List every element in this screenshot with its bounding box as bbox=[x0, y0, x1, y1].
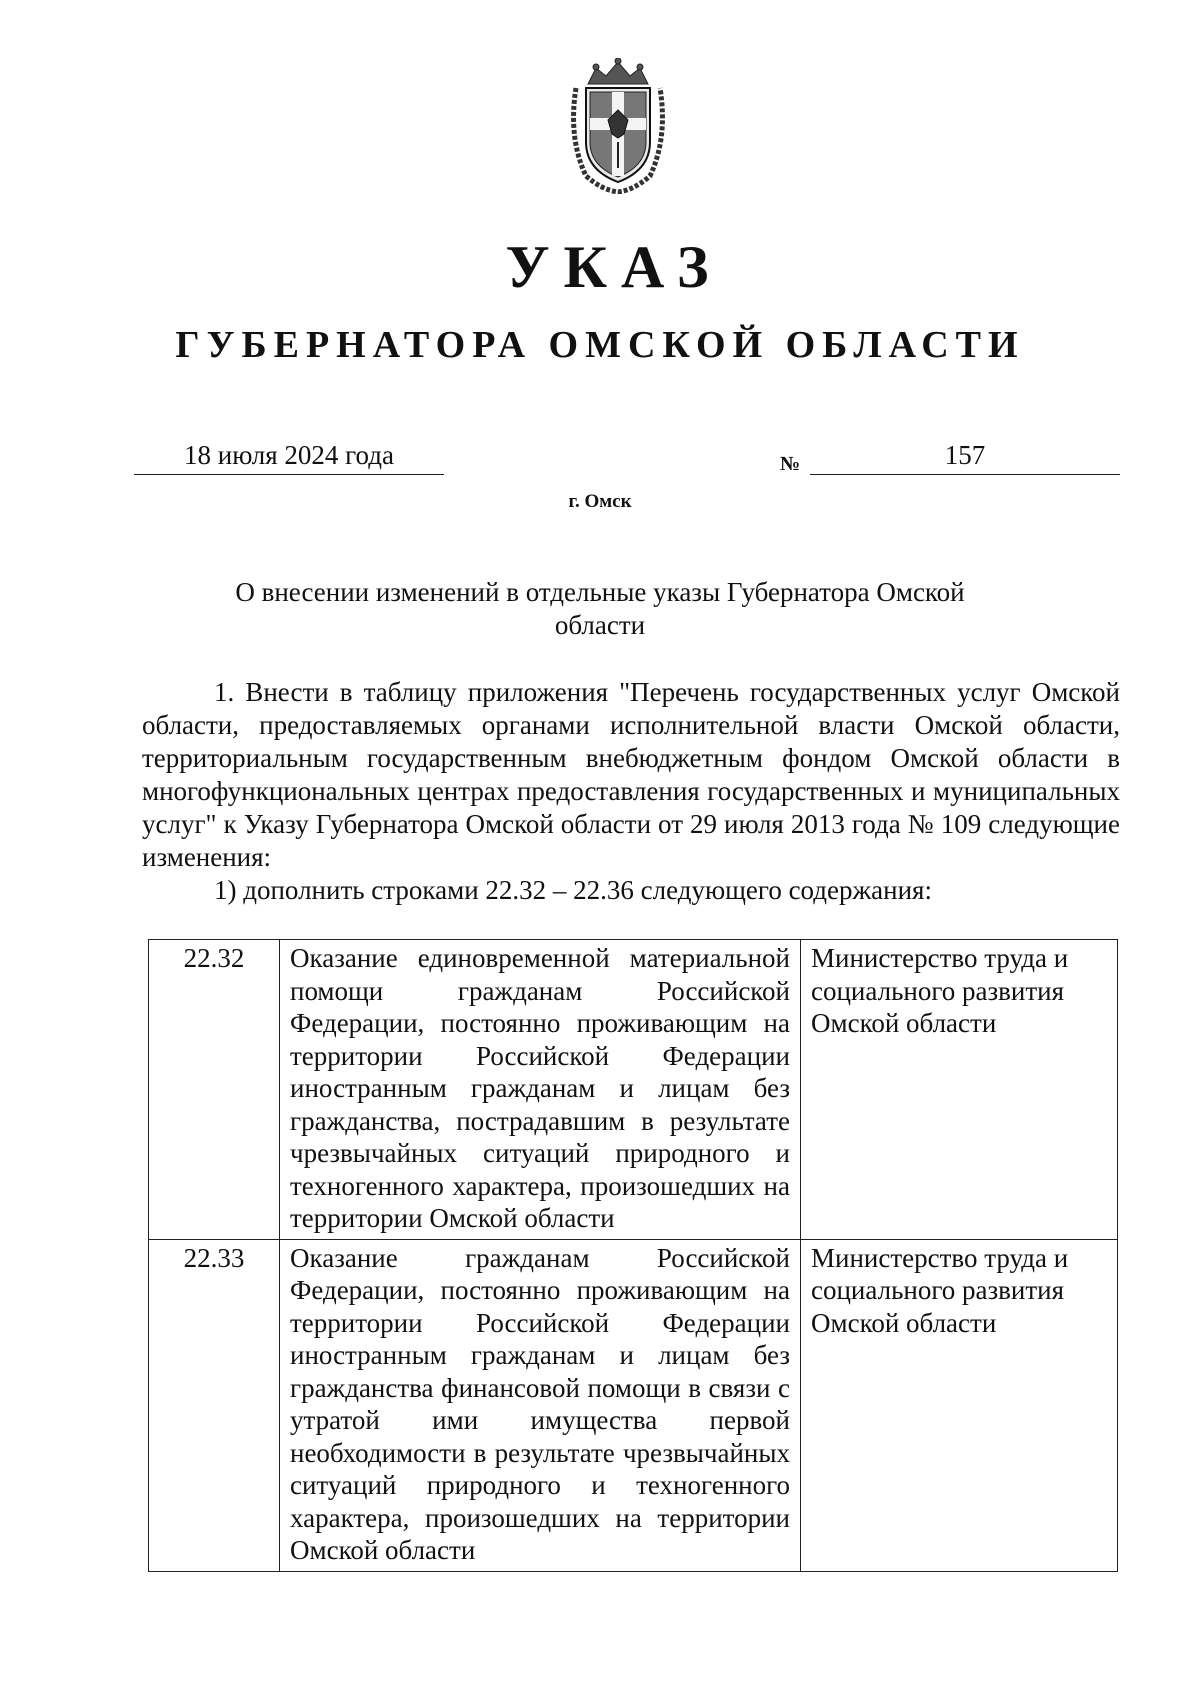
services-table bbox=[148, 939, 1118, 1572]
service-description: Оказание гражданам Российской Федерации, постоянно проживающим на территории Российской Федерации иностранным гражданам и лицам без гражданства финансовой помощи в связи с утратой ими имущества первой необходимости в результате чрезвычайных ситуаций природного и техногенного характера, произошедших на территории Омской области bbox=[280, 1239, 801, 1571]
paragraph-1: 1. Внести в таблицу приложения "Перечень государственных услуг Омской области, предоставляемых органами исполнительной власти Омской области, территориальным государственным внебюджетным фондом Омской области в многофункциональных центрах предоставления государственных и муниципальных услуг" к Указу Губернатора Омской области от 29 июля 2013 года № 109 следующие изменения: bbox=[142, 677, 1120, 872]
coat-of-arms-icon bbox=[566, 58, 670, 194]
table-row bbox=[149, 1239, 1118, 1571]
number-sign: № bbox=[780, 453, 801, 475]
row-number: 22.33 bbox=[149, 1239, 280, 1571]
paragraph-2: 1) дополнить строками 22.32 – 22.36 следующего содержания: bbox=[214, 875, 932, 905]
decree-number: 157 bbox=[810, 438, 1120, 475]
row-number: 22.32 bbox=[149, 940, 280, 1240]
responsible-department: Министерство труда и социального развития Омской области bbox=[801, 940, 1118, 1240]
decree-heading: О внесении изменений в отдельные указы Губернатора Омской области bbox=[235, 577, 965, 640]
decree-subtitle: ГУБЕРНАТОРА ОМСКОЙ ОБЛАСТИ bbox=[175, 324, 1025, 366]
service-description: Оказание единовременной материальной помощи гражданам Российской Федерации, постоянно проживающим на территории Российской Федерации иностранным гражданам и лицам без гражданства, пострадавшим в результате чрезвычайных ситуаций природного и техногенного характера, произошедших на территории Омской области bbox=[280, 940, 801, 1240]
decree-date: 18 июля 2024 года bbox=[134, 438, 444, 475]
table-row bbox=[149, 940, 1118, 1240]
decree-title: УКАЗ bbox=[505, 234, 723, 300]
responsible-department: Министерство труда и социального развития Омской области bbox=[801, 1239, 1118, 1571]
decree-city: г. Омск bbox=[568, 491, 632, 512]
